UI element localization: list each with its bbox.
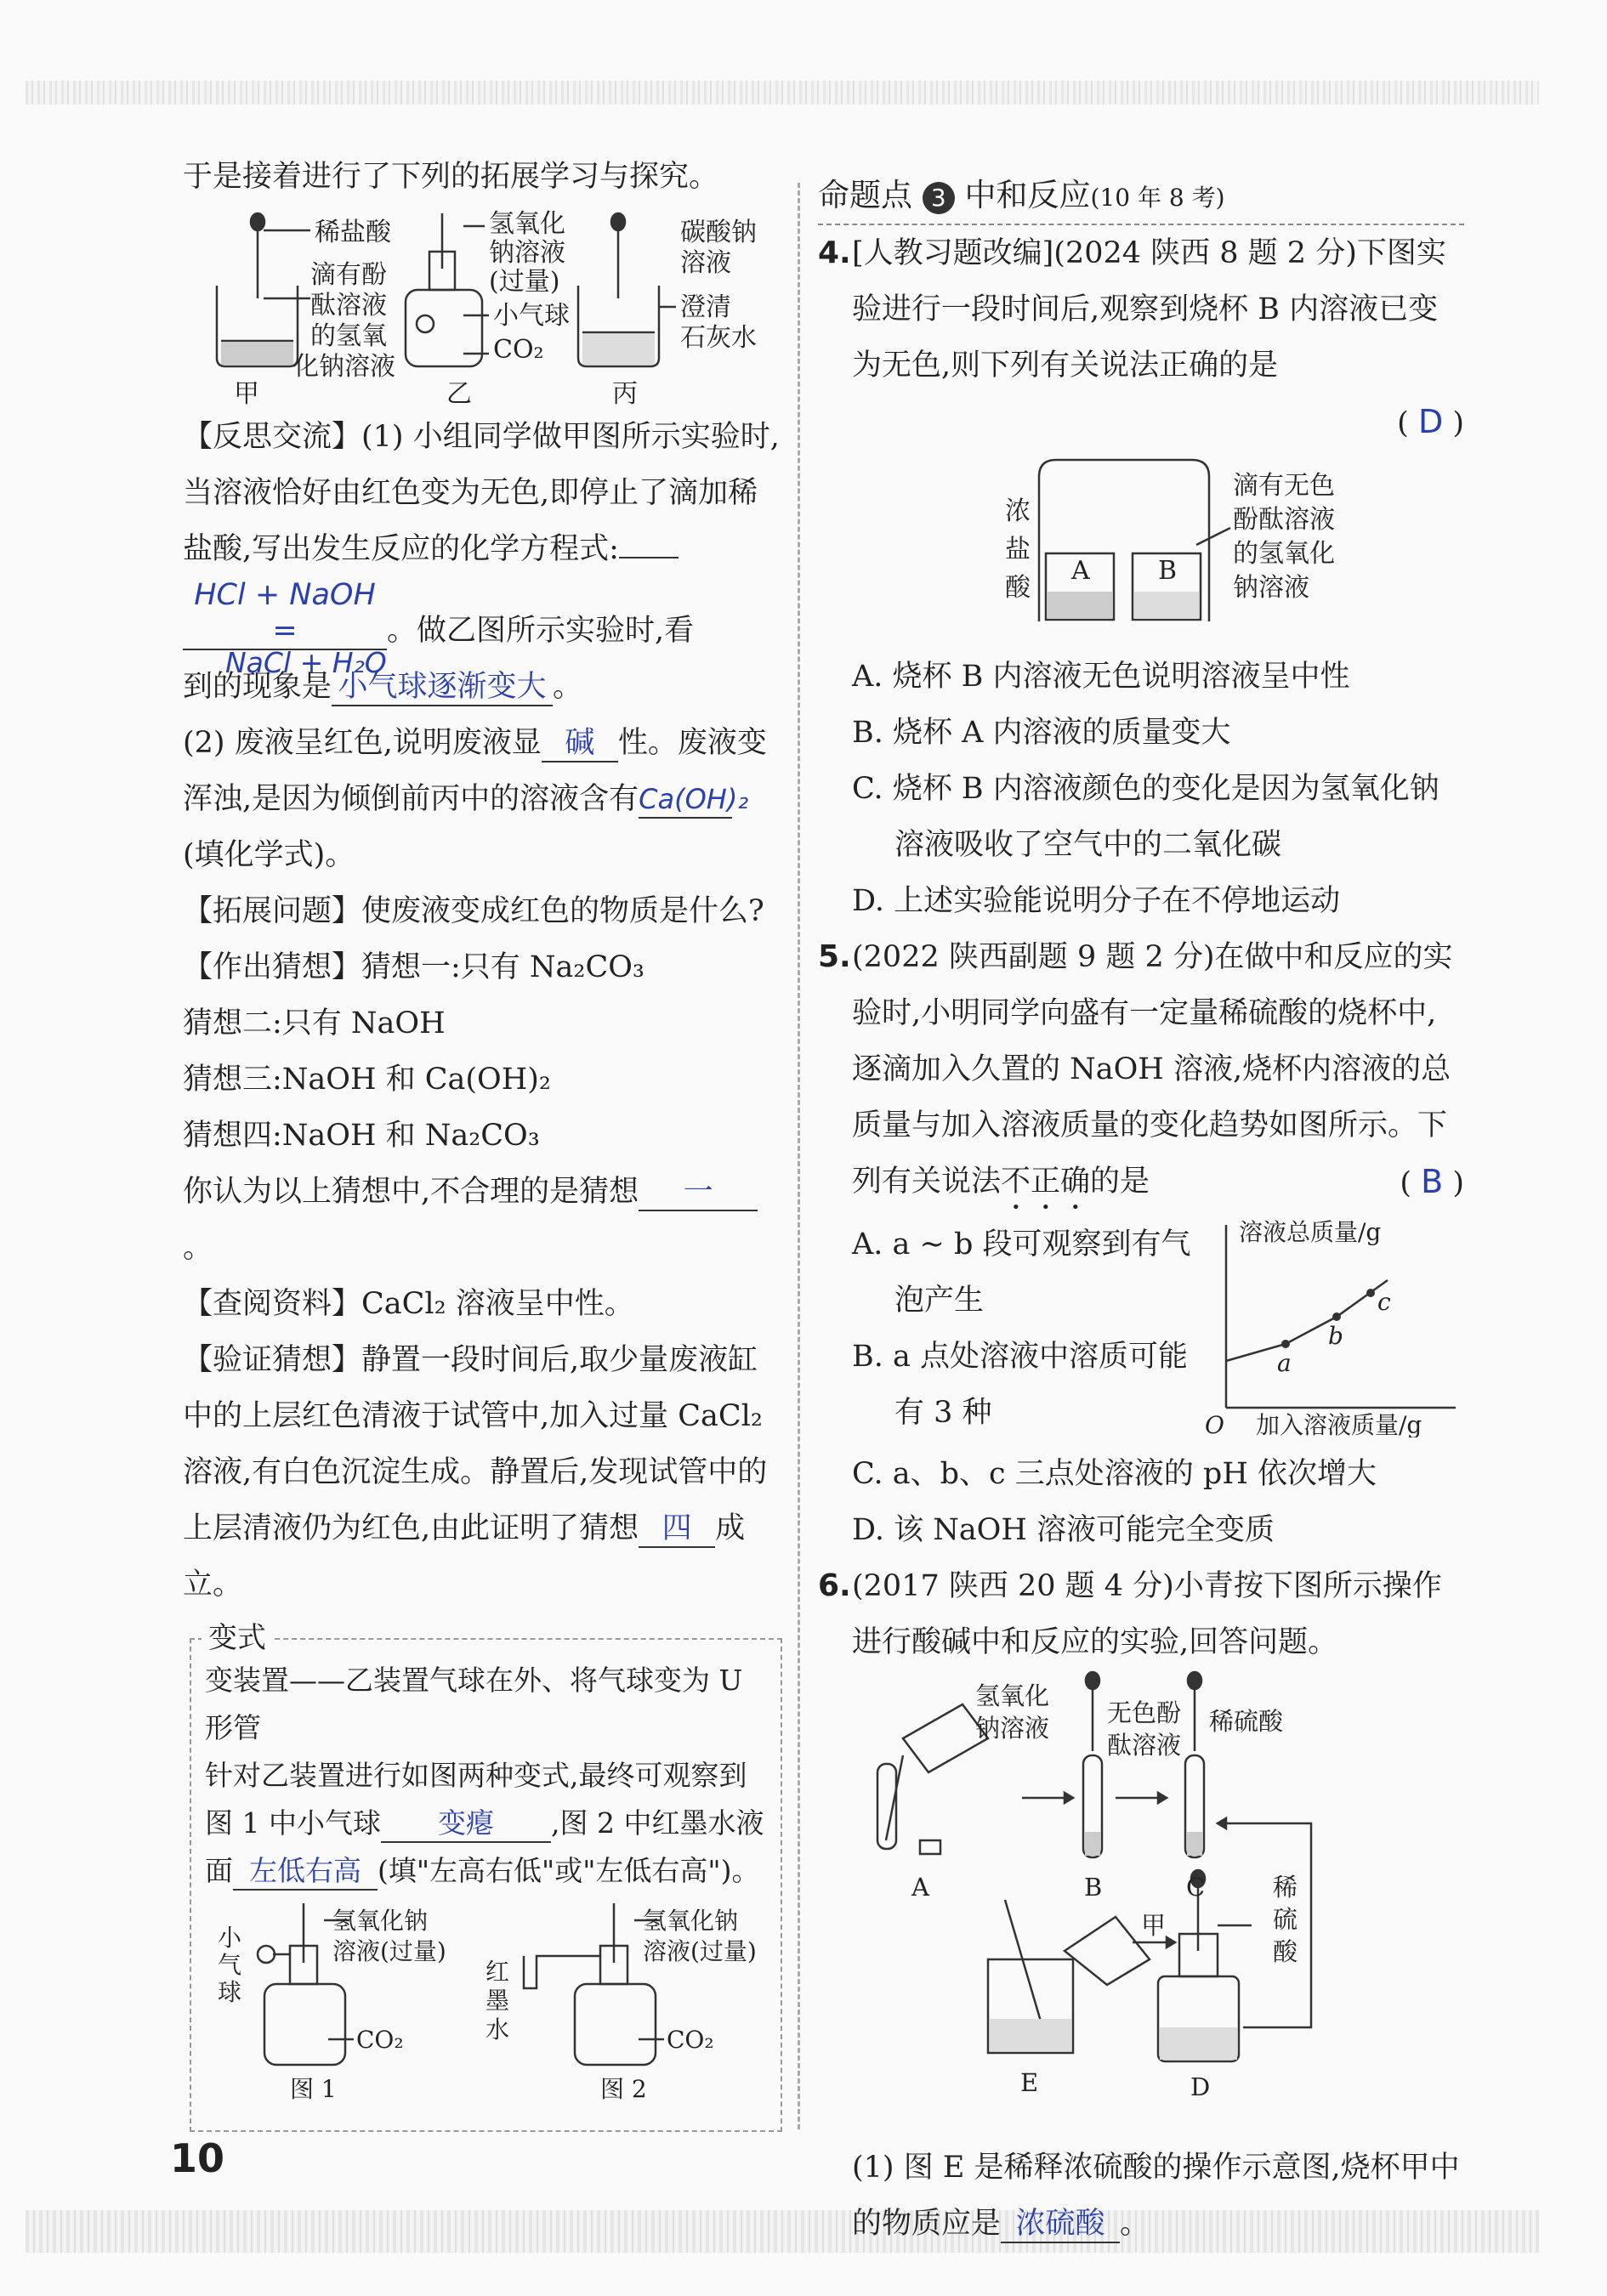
- fig2-label-hong: 红: [486, 1958, 510, 1986]
- fig1-label-naoh: 氢氧化钠: [332, 1907, 429, 1935]
- topic-note: (10 年 8 考): [1090, 184, 1225, 212]
- q4-label-a: A: [1071, 556, 1090, 586]
- q4-label-b: B: [1158, 556, 1178, 586]
- fig2-label-co2: CO₂: [667, 2026, 714, 2054]
- q6-label-phen2: 酞溶液: [1107, 1731, 1182, 1760]
- q4-figure: [852, 451, 1447, 630]
- bing-label-2: 溶液: [680, 248, 731, 278]
- jia-label-4: 的氢氧: [310, 321, 387, 351]
- caption-jia: 甲: [234, 379, 259, 409]
- caption-fig2: 图 2: [600, 2075, 647, 2103]
- yi-label-5: CO₂: [493, 335, 544, 365]
- q4-label-yan: 盐: [1005, 535, 1031, 564]
- q5-options-graph: [852, 1216, 1464, 1446]
- q5-emphasis: 不正确: [1001, 1165, 1091, 1199]
- q4-label-line2: 酚酞溶液: [1233, 505, 1335, 535]
- q6-label-a: A: [911, 1873, 929, 1902]
- yi-label-3: (过量): [489, 267, 560, 297]
- answer-verify: 四: [639, 1511, 715, 1548]
- q4-label-line3: 的氢氧化: [1233, 539, 1335, 569]
- answer-balloon: 变瘪: [381, 1806, 551, 1843]
- q5-option-b: B. a 点处溶液中溶质可能有 3 种: [852, 1340, 1188, 1430]
- q5-point-a: a: [1277, 1349, 1292, 1377]
- lookup-info: 【查阅资料】CaCl₂ 溶液呈中性。: [183, 1287, 634, 1321]
- q6-label-xi: 稀: [1273, 1873, 1298, 1902]
- variant-tag: 变式: [202, 1621, 273, 1655]
- fig2-label-shui: 水: [486, 2015, 510, 2044]
- q5-option-a: A. a ~ b 段可观察到有气泡产生: [852, 1227, 1191, 1318]
- guess-1: 【作出猜想】猜想一:只有 Na₂CO₃: [183, 950, 645, 984]
- question-4: 4.[人教习题改编](2024 陕西 8 题 2 分)下图实验进行一段时间后,观察到烧杯 B 内溶液已变为无色,则下列有关说法正确的是 ( D ) 浓 盐 酸 A B 滴有无色 酚酞溶液 的氢氧化 钠溶液 A. 烧杯 B 内溶液无色说明溶液呈中性 B. 烧杯 A 内溶液的质量变大 C. 烧杯 B 内溶液颜色的变化是因为氢氧化钠溶液吸收了空气中的二氧化碳 D. 上述实验能说明分子在不停地运动: [852, 225, 1464, 929]
- q6-label-naoh2: 钠溶液: [975, 1714, 1050, 1743]
- jia-label-2: 滴有酚: [310, 260, 387, 290]
- q6-label-c: C: [1186, 1873, 1206, 1902]
- variant-line1: 变装置——乙装置气球在外、将气球变为 U 形管: [205, 1664, 743, 1744]
- answer-level: 左低右高: [233, 1853, 378, 1891]
- fig1-label-small: 小: [218, 1924, 242, 1952]
- yi-label-4: 小气球: [493, 301, 570, 331]
- q5-option-c: C. a、b、c 三点处溶液的 pH 依次增大: [852, 1457, 1377, 1491]
- variant-figures: [205, 1895, 766, 2107]
- question-6: 6.(2017 陕西 20 题 4 分)小青按下图所示操作进行酸碱中和反应的实验,回答问题。 氢氧化 钠溶液 无色酚 酞溶液 稀硫酸 稀 硫 酸 甲 A B C D E (1) 图 E 是稀释浓硫酸的操作示意图,烧杯甲中的物质应是 浓硫酸 。: [852, 1558, 1464, 2252]
- q6-label-e: E: [1020, 2068, 1039, 2097]
- answer-phenomenon: 小气球逐渐变大: [332, 669, 553, 706]
- q6-label-liu: 硫: [1273, 1905, 1298, 1934]
- q6-figure: [852, 1670, 1464, 2121]
- page-number: 10: [170, 2135, 225, 2181]
- fig1-label-qiu: 球: [218, 1978, 242, 2006]
- answer-unreasonable: 一: [639, 1174, 758, 1211]
- jia-label-5: 化钠溶液: [293, 352, 395, 382]
- variant-box: [190, 1621, 782, 2132]
- fig1-label-co2: CO₂: [356, 2026, 404, 2054]
- bing-label-3: 澄清: [680, 292, 731, 322]
- q5-origin: O: [1205, 1411, 1224, 1437]
- jia-label-3: 酞溶液: [310, 291, 387, 320]
- left-column: [183, 149, 782, 2132]
- q5-point-c: c: [1377, 1288, 1391, 1316]
- intro-text: 于是接着进行了下列的拓展学习与探究。: [183, 160, 719, 194]
- q4-option-b: B. 烧杯 A 内溶液的质量变大: [852, 716, 1231, 750]
- q5-point-b: b: [1328, 1322, 1343, 1350]
- caption-fig1: 图 1: [290, 2075, 337, 2103]
- answer-equation-line2: NaCl + H₂O: [225, 646, 387, 679]
- jia-label-1: 稀盐酸: [315, 218, 391, 247]
- q4-label-line4: 钠溶液: [1233, 573, 1309, 603]
- q6-label-suan: 酸: [1273, 1937, 1298, 1966]
- q6-label-b: B: [1084, 1873, 1103, 1902]
- q4-label-line1: 滴有无色: [1233, 471, 1335, 501]
- bing-label-4: 石灰水: [680, 323, 757, 353]
- q6-label-phen1: 无色酚: [1107, 1698, 1182, 1727]
- q4-option-d: D. 上述实验能说明分子在不停地运动: [852, 884, 1341, 918]
- reflection-1: 【反思交流】(1) 小组同学做甲图所示实验时,当溶液恰好由红色变为无色,即停止了滴加稀盐酸,写出发生反应的化学方程式: HCl + NaOH = 。做乙图所示实验时,看 到的现象是 小气球逐渐变大 。 NaCl + H₂O: [183, 409, 782, 715]
- caption-bing: 丙: [612, 379, 638, 409]
- verify-guess: 【验证猜想】静置一段时间后,取少量废液缸中的上层红色清液于试管中,加入过量 CaCl₂ 溶液,有白色沉淀生成。静置后,发现试管中的上层清液仍为红色,由此证明了猜想 四 成立。: [183, 1343, 768, 1602]
- guess-4: 猜想四:NaOH 和 Na₂CO₃: [183, 1119, 540, 1153]
- guess-2: 猜想二:只有 NaOH: [183, 1006, 446, 1040]
- extend-question: 【拓展问题】使废液变成红色的物质是什么?: [183, 894, 764, 928]
- yi-label-1: 氢氧化: [489, 209, 565, 239]
- q6-label-naoh1: 氢氧化: [975, 1681, 1050, 1710]
- fig1-label-qi: 气: [218, 1951, 242, 1979]
- right-column: [818, 170, 1464, 2252]
- answer-nature: 碱: [542, 725, 618, 762]
- q4-label-suan: 酸: [1005, 573, 1031, 603]
- q5-ylabel: 溶液总质量/g: [1239, 1218, 1382, 1246]
- q5-xlabel: 加入溶液质量/g: [1256, 1411, 1422, 1437]
- guess-3: 猜想三:NaOH 和 Ca(OH)₂: [183, 1063, 551, 1097]
- scan-top-edge: [26, 81, 1539, 105]
- question-5: 5.(2022 陕西副题 9 题 2 分)在做中和反应的实验时,小明同学向盛有一定量稀硫酸的烧杯中,逐滴加入久置的 NaOH 溶液,烧杯内溶液的总质量与加入溶液质量的变化趋势如图所示。下列有关说法不正确的是 ( B ) A. a ~ b 段可观察到有气泡产生 B. a 点处溶液中溶质可能有 3 种 溶液总质量/g 加入溶液质量/g O a b c C. a、b、c 三点处溶液的 pH 依次增大 D. 该 NaOH 溶液可能完全变质: [852, 929, 1464, 1558]
- answer-equation-line1: HCl + NaOH =: [183, 577, 387, 650]
- q5-graph: [1192, 1216, 1464, 1437]
- topic-title: 中和反应: [964, 177, 1091, 213]
- q4-option-c: C. 烧杯 B 内溶液颜色的变化是因为氢氧化钠溶液吸收了空气中的二氧化碳: [852, 772, 1439, 862]
- variant-line2: 针对乙装置进行如图两种变式,最终可观察到图 1 中小气球 变瘪 ,图 2 中红墨水液面 左低右高 (填"左高右低"或"左低右高")。: [205, 1752, 767, 1895]
- fig2-label-mo: 墨: [486, 1987, 510, 2015]
- q4-label-nong: 浓: [1005, 496, 1031, 526]
- q6-sub1: (1) 图 E 是稀释浓硫酸的操作示意图,烧杯甲中的物质应是 浓硫酸 。: [852, 2140, 1464, 2252]
- bing-label-1: 碳酸钠: [680, 218, 757, 247]
- q6-label-h2so4: 稀硫酸: [1209, 1707, 1284, 1736]
- topic-number-badge: 3: [923, 182, 955, 214]
- q5-answer: B: [1421, 1163, 1444, 1200]
- yi-label-2: 钠溶液: [489, 238, 565, 268]
- topic-header: 命题点 3 中和反应(10 年 8 考): [818, 170, 1464, 225]
- fig2-label-excess: 溶液(过量): [643, 1937, 757, 1965]
- fig1-label-excess: 溶液(过量): [332, 1937, 446, 1965]
- caption-yi: 乙: [446, 379, 472, 409]
- unreasonable-guess: 你认为以上猜想中,不合理的是猜想 一。: [183, 1164, 782, 1276]
- q4-option-a: A. 烧杯 B 内溶液无色说明溶液呈中性: [852, 660, 1350, 694]
- q5-option-d: D. 该 NaOH 溶液可能完全变质: [852, 1513, 1275, 1547]
- q6-answer-sub1: 浓硫酸: [1001, 2206, 1120, 2243]
- q4-answer: D: [1417, 403, 1444, 440]
- q6-label-jia: 甲: [1141, 1911, 1167, 1940]
- answer-formula: Ca(OH)₂: [639, 781, 732, 819]
- q6-label-d: D: [1190, 2072, 1211, 2101]
- fig2-label-naoh: 氢氧化钠: [643, 1907, 739, 1935]
- column-divider: [798, 183, 800, 2129]
- experiment-figure-jia-yi-bing: [183, 205, 778, 409]
- reflection-2: (2) 废液呈红色,说明废液显 碱 性。废液变浑浊,是因为倾倒前丙中的溶液含有Ca(OH)₂ (填化学式)。: [183, 726, 767, 872]
